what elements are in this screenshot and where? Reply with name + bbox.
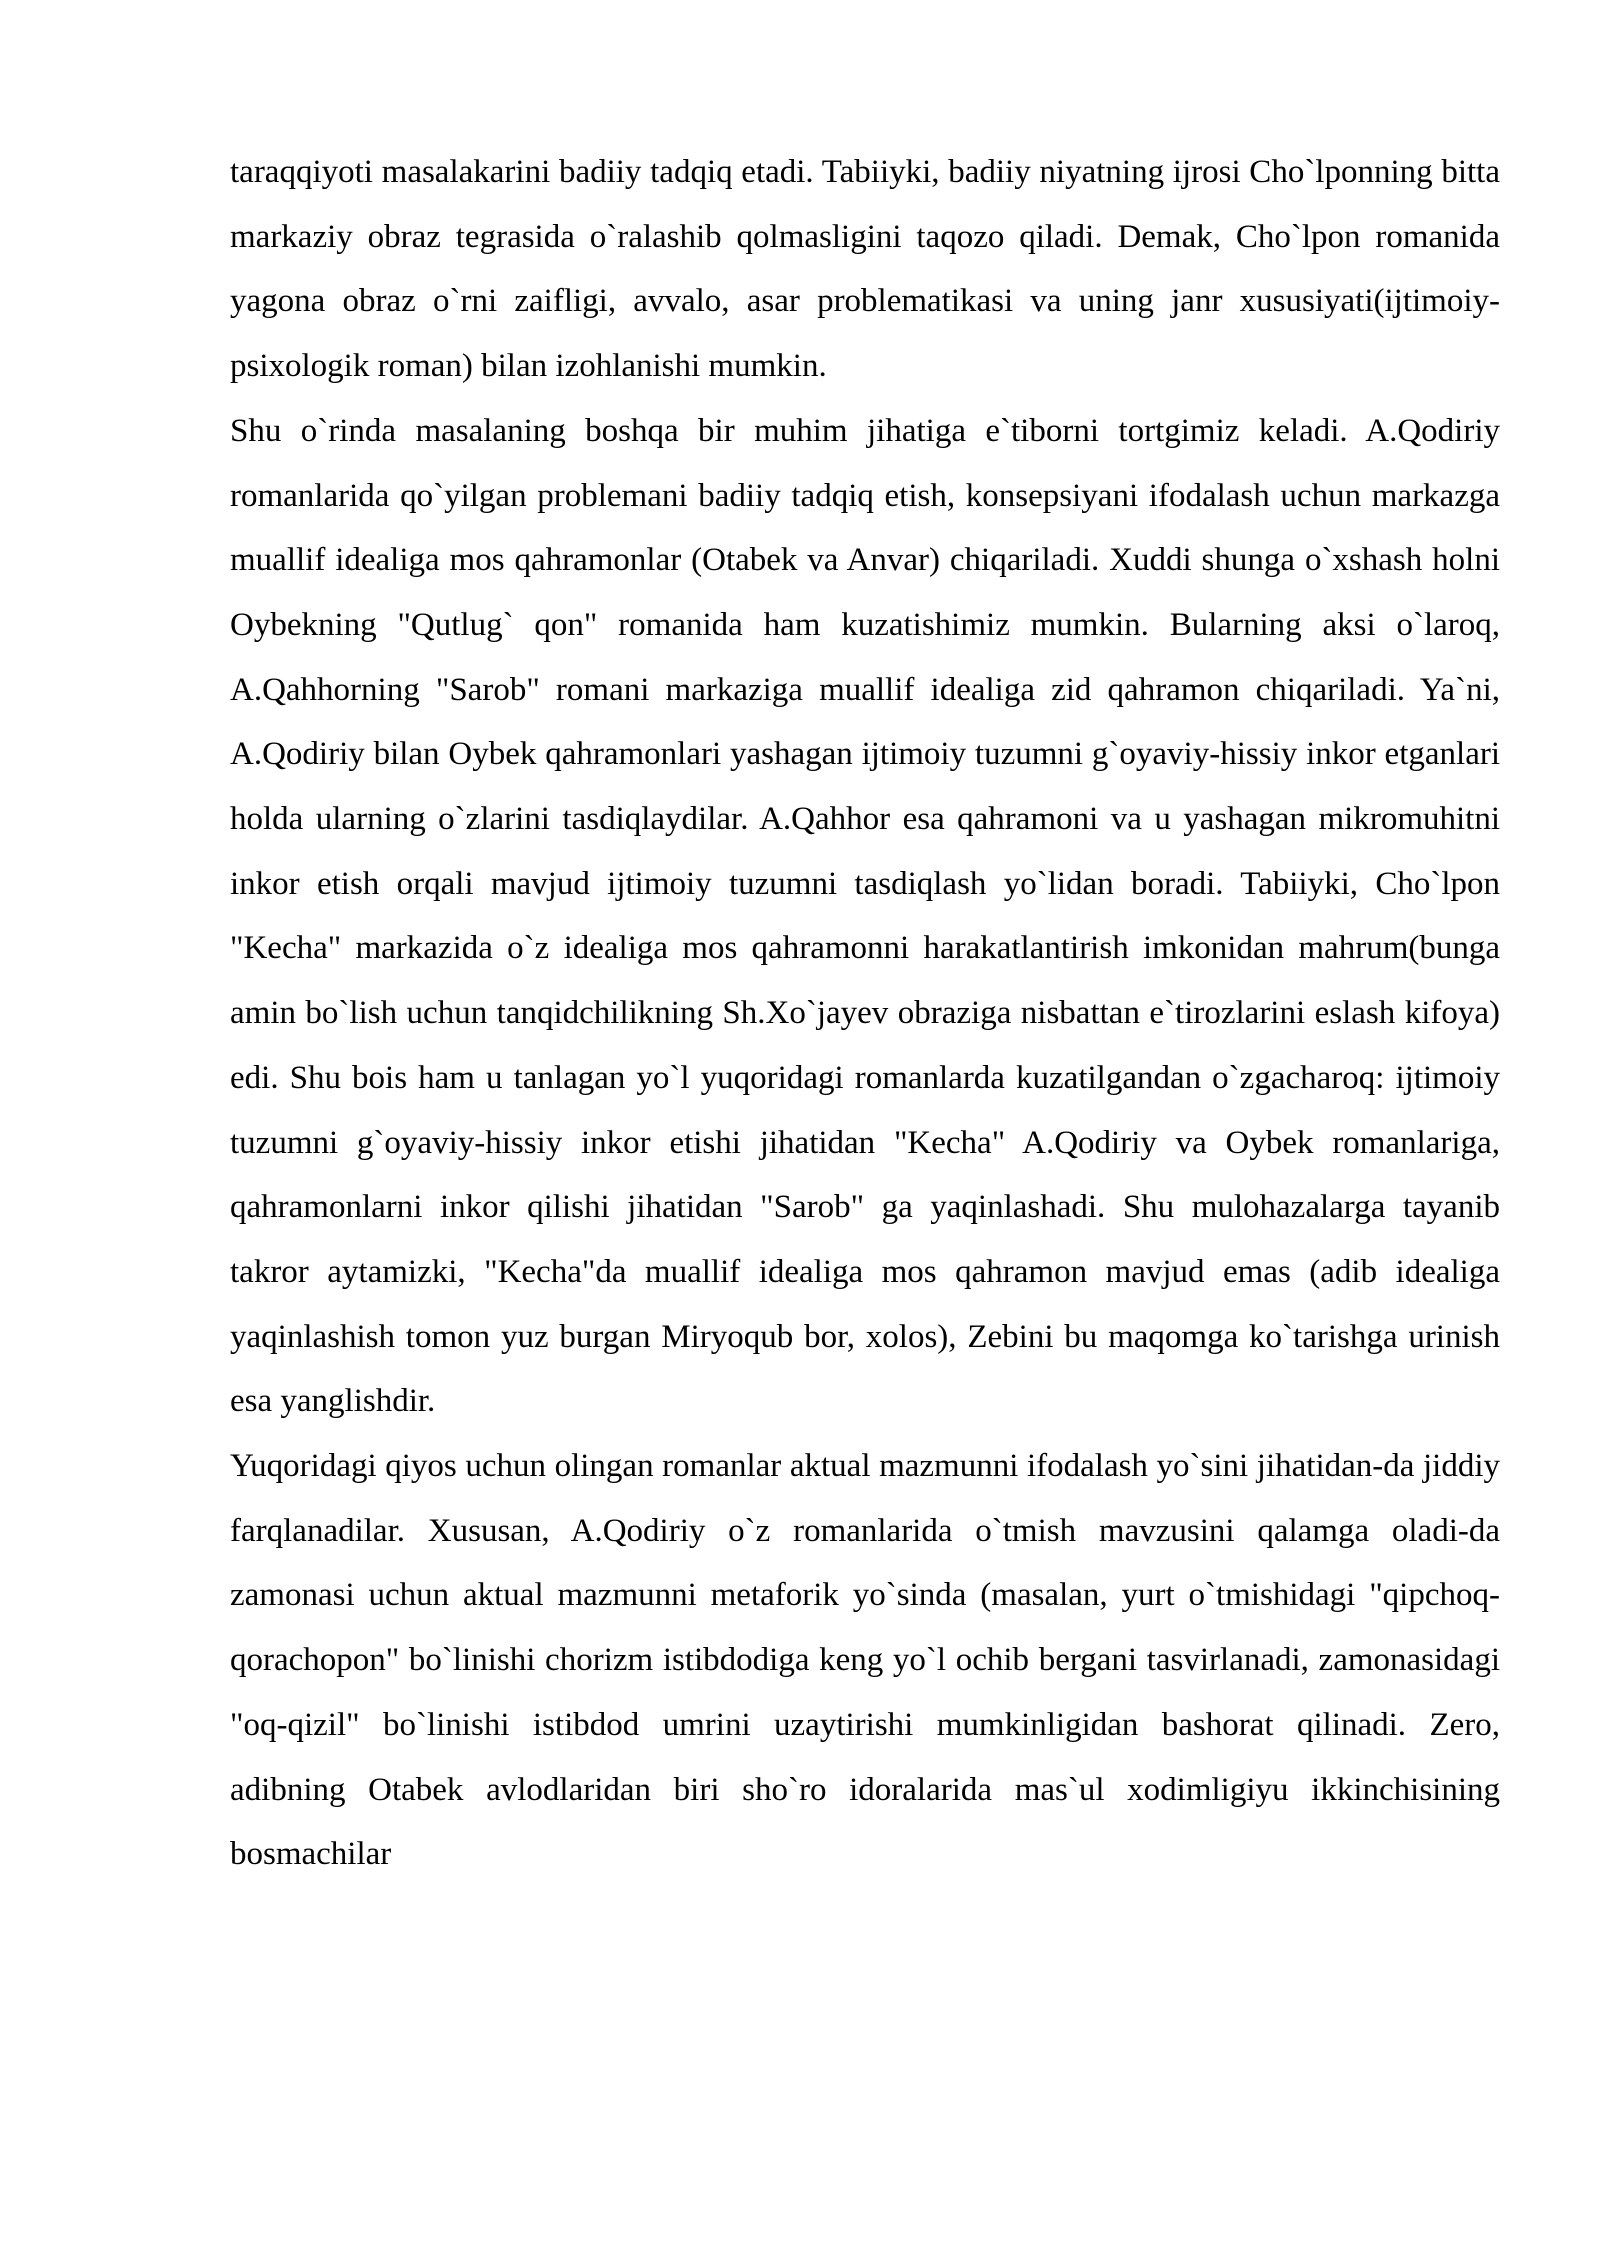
document-body — [230, 140, 1500, 1887]
paragraph-1: taraqqiyoti masalakarini badiiy tadqiq etadi. Tabiiyki, badiiy niyatning ijrosi Cho`lponning bitta markaziy obraz tegrasida o`ralashib qolmasligini taqozo qiladi. Demak, Cho`lpon romanida yagona obraz o`rni zaifligi, avvalo, asar problematikasi va uning janr xususiyati(ijtimoiy-psixologik roman) bilan izohlanishi mumkin. — [230, 154, 1500, 385]
paragraph-3: Yuqoridagi qiyos uchun olingan romanlar aktual mazmunni ifodalash yo`sini jihatidan-da jiddiy farqlanadilar. Xususan, A.Qodiriy o`z romanlarida o`tmish mavzusini qalamga oladi-da zamonasi uchun aktual mazmunni metaforik yo`sinda (masalan, yurt o`tmishidagi "qipchoq-qorachopon" bo`linishi chorizm istibdodiga keng yo`l ochib bergani tasvirlanadi, zamonasidagi "oq-qizil" bo`linishi istibdod umrini uzaytirishi mumkinligidan bashorat qilinadi. Zero, adibning Otabek avlodlaridan biri sho`ro idoralarida mas`ul xodimligiyu ikkinchisining bosmachilar — [230, 1448, 1500, 1873]
paragraph-2: Shu o`rinda masalaning boshqa bir muhim jihatiga e`tiborni tortgimiz keladi. A.Qodiriy romanlarida qo`yilgan problemani badiiy tadqiq etish, konsepsiyani ifodalash uchun markazga muallif idealiga mos qahramonlar (Otabek va Anvar) chiqariladi. Xuddi shunga o`xshash holni Oybekning "Qutlug` qon" romanida ham kuzatishimiz mumkin. Bularning aksi o`laroq, A.Qahhorning "Sarob" romani markaziga muallif idealiga zid qahramon chiqariladi. Ya`ni, A.Qodiriy bilan Oybek qahramonlari yashagan ijtimoiy tuzumni g`oyaviy-hissiy inkor etganlari holda ularning o`zlarini tasdiqlaydilar. A.Qahhor esa qahramoni va u yashagan mikromuhitni inkor etish orqali mavjud ijtimoiy tuzumni tasdiqlash yo`lidan boradi. Tabiiyki, Cho`lpon "Kecha" markazida o`z idealiga mos qahramonni harakatlantirish imkonidan mahrum(bunga amin bo`lish uchun tanqidchilikning Sh.Xo`jayev obraziga nisbattan e`tirozlarini eslash kifoya) edi. Shu bois ham u tanlagan yo`l yuqoridagi romanlarda kuzatilgandan o`zgacharoq: ijtimoiy tuzumni g`oyaviy-hissiy inkor etishi jihatidan "Kecha" A.Qodiriy va Oybek romanlariga, qahramonlarni inkor qilishi jihatidan "Sarob" ga yaqinlashadi. Shu mulohazalarga tayanib takror aytamizki, "Kecha"da muallif idealiga mos qahramon mavjud emas (adib idealiga yaqinlashish tomon yuz burgan Miryoqub bor, xolos), Zebini bu maqomga ko`tarishga urinish esa yanglishdir. — [230, 412, 1500, 1420]
